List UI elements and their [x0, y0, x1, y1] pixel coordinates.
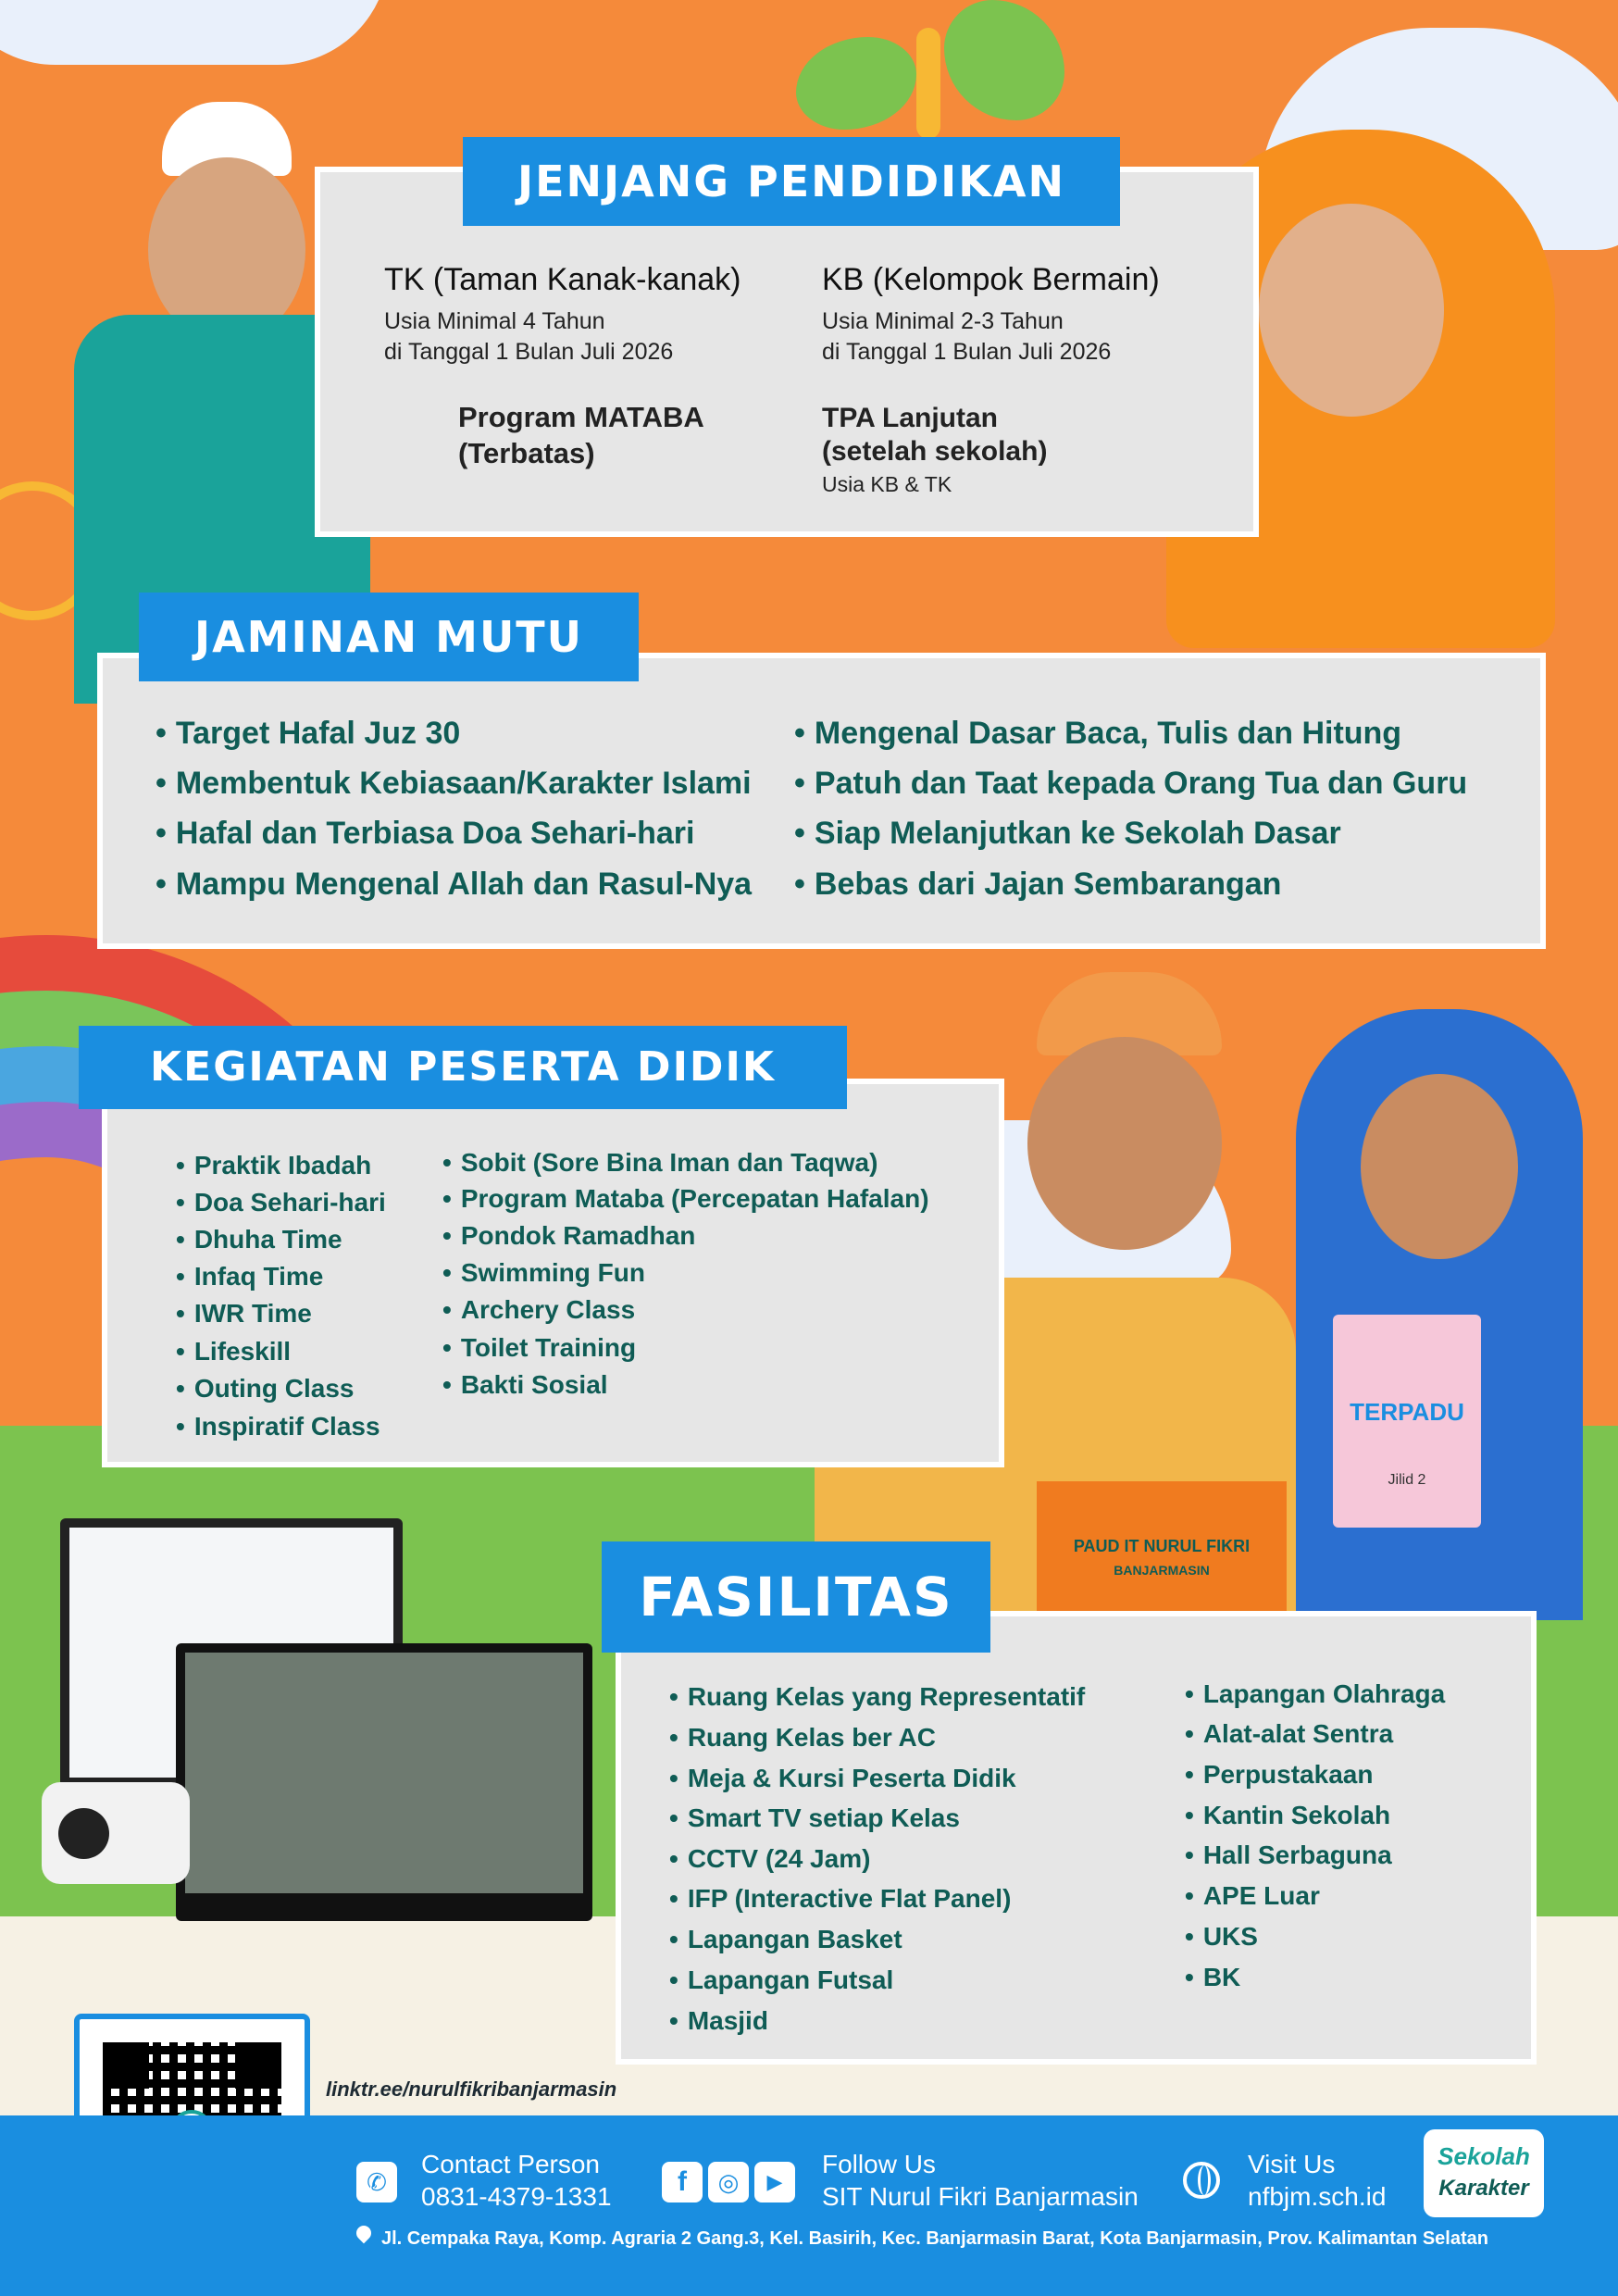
fasilitas-right-item: • BK: [1185, 1963, 1240, 1992]
uniform-text-1: PAUD IT NURUL FIKRI: [1073, 1537, 1251, 1555]
contact-label: Contact Person: [421, 2150, 600, 2178]
jaminan-right-item: • Bebas dari Jajan Sembarangan: [794, 867, 1281, 903]
kegiatan-left-item: • Lifeskill: [176, 1337, 291, 1366]
tpa-note: Usia KB & TK: [822, 472, 952, 496]
kb-line1: Usia Minimal 2-3 Tahun: [822, 308, 1064, 334]
kegiatan-left-item: • Praktik Ibadah: [176, 1151, 371, 1180]
book-title: TERPADU: [1350, 1398, 1464, 1426]
fasilitas-left-item: • Lapangan Futsal: [669, 1965, 893, 1995]
mataba-line1: Program MATABA: [458, 401, 704, 433]
fasilitas-right-item: • Perpustakaan: [1185, 1760, 1373, 1790]
facebook-icon[interactable]: f: [662, 2162, 703, 2202]
badge-line-1: Sekolah: [1438, 2142, 1530, 2170]
tk-name: TK (Taman Kanak-kanak): [384, 262, 741, 297]
tpa-line1: TPA Lanjutan: [822, 403, 998, 433]
fasilitas-left-item: • Ruang Kelas ber AC: [669, 1723, 936, 1753]
butterfly-decoration: [796, 0, 1064, 148]
fasilitas-left-item: • Lapangan Basket: [669, 1925, 902, 1954]
cctv-camera-image: [42, 1782, 190, 1884]
globe-icon[interactable]: [1183, 2162, 1220, 2199]
kegiatan-right-item: • Toilet Training: [442, 1333, 636, 1363]
jaminan-left-item: • Hafal dan Terbiasa Doa Sehari-hari: [156, 816, 694, 852]
tpa-line2: (setelah sekolah): [822, 436, 1048, 467]
jaminan-left-item: • Target Hafal Juz 30: [156, 716, 460, 752]
kegiatan-left-item: • Dhuha Time: [176, 1225, 342, 1254]
uniform-text-2: BANJARMASIN: [1114, 1563, 1210, 1578]
kegiatan-title-banner: [79, 1026, 847, 1109]
kegiatan-title: KEGIATAN PESERTA DIDIK: [150, 1043, 776, 1091]
fasilitas-title-banner: [602, 1541, 990, 1653]
visit-value[interactable]: nfbjm.sch.id: [1248, 2182, 1387, 2211]
fasilitas-left-item: • CCTV (24 Jam): [669, 1844, 870, 1874]
kegiatan-right-item: • Archery Class: [442, 1295, 635, 1325]
fasilitas-right-item: • Lapangan Olahraga: [1185, 1679, 1445, 1709]
fasilitas-right-item: • Kantin Sekolah: [1185, 1801, 1390, 1830]
jaminan-right-item: • Siap Melanjutkan ke Sekolah Dasar: [794, 816, 1341, 852]
fasilitas-left-item: • Masjid: [669, 2006, 768, 2036]
jaminan-right-item: • Patuh dan Taat kepada Orang Tua dan Guru: [794, 766, 1467, 802]
youtube-icon[interactable]: ▶: [754, 2162, 795, 2202]
jaminan-title-banner: [139, 593, 639, 681]
fasilitas-right-item: • Alat-alat Sentra: [1185, 1719, 1393, 1749]
kegiatan-left-item: • Infaq Time: [176, 1262, 323, 1292]
book-cover: [1333, 1315, 1481, 1528]
kegiatan-left-item: • Outing Class: [176, 1374, 355, 1404]
fasilitas-right-item: • APE Luar: [1185, 1881, 1320, 1911]
sekolah-karakter-badge: [1424, 2129, 1544, 2217]
jaminan-right-item: • Mengenal Dasar Baca, Tulis dan Hitung: [794, 716, 1401, 752]
fasilitas-left-item: • Meja & Kursi Peserta Didik: [669, 1764, 1016, 1793]
follow-value[interactable]: SIT Nurul Fikri Banjarmasin: [822, 2182, 1139, 2211]
book-jilid: Jilid 2: [1388, 1472, 1426, 1488]
jenjang-title: JENJANG PENDIDIKAN: [517, 156, 1065, 206]
tk-line1: Usia Minimal 4 Tahun: [384, 308, 605, 334]
jaminan-left-item: • Mampu Mengenal Allah dan Rasul-Nya: [156, 867, 752, 903]
fasilitas-right-item: • Hall Serbaguna: [1185, 1841, 1392, 1870]
phone-icon[interactable]: ✆: [356, 2162, 397, 2202]
kegiatan-left-item: • Inspiratif Class: [176, 1412, 380, 1441]
linktree-link[interactable]: linktr.ee/nurulfikribanjarmasin: [326, 2078, 617, 2101]
fasilitas-left-item: • IFP (Interactive Flat Panel): [669, 1884, 1011, 1914]
kb-line2: di Tanggal 1 Bulan Juli 2026: [822, 339, 1112, 365]
visit-label: Visit Us: [1248, 2150, 1336, 2178]
fasilitas-title: FASILITAS: [639, 1566, 953, 1628]
fasilitas-left-item: • Ruang Kelas yang Representatif: [669, 1682, 1085, 1712]
badge-line-2: Karakter: [1438, 2176, 1529, 2201]
kegiatan-right-item: • Bakti Sosial: [442, 1370, 608, 1400]
mataba-line2: (Terbatas): [458, 437, 595, 469]
kegiatan-left-item: • IWR Time: [176, 1299, 312, 1329]
kegiatan-left-item: • Doa Sehari-hari: [176, 1188, 386, 1217]
cctv-monitor-image: [176, 1643, 592, 1921]
cloud-top-left: [0, 0, 389, 65]
fasilitas-left-item: • Smart TV setiap Kelas: [669, 1803, 960, 1833]
tk-line2: di Tanggal 1 Bulan Juli 2026: [384, 339, 674, 365]
contact-value[interactable]: 0831-4379-1331: [421, 2182, 612, 2211]
kegiatan-right-item: • Program Mataba (Percepatan Hafalan): [442, 1184, 929, 1214]
jaminan-left-item: • Membentuk Kebiasaan/Karakter Islami: [156, 766, 752, 802]
kb-name: KB (Kelompok Bermain): [822, 262, 1160, 297]
kegiatan-right-item: • Sobit (Sore Bina Iman dan Taqwa): [442, 1148, 877, 1178]
kegiatan-right-item: • Pondok Ramadhan: [442, 1221, 695, 1251]
fasilitas-right-item: • UKS: [1185, 1922, 1258, 1952]
jenjang-title-banner: [463, 137, 1120, 226]
kegiatan-right-item: • Swimming Fun: [442, 1258, 645, 1288]
address-text: Jl. Cempaka Raya, Komp. Agraria 2 Gang.3, Kel. Basirih, Kec. Banjarmasin Barat, Kota Banjarmasin, Prov. Kalimantan Selatan: [381, 2228, 1488, 2249]
jaminan-title: JAMINAN MUTU: [193, 612, 584, 662]
instagram-icon[interactable]: ◎: [708, 2162, 749, 2202]
follow-label: Follow Us: [822, 2150, 936, 2178]
